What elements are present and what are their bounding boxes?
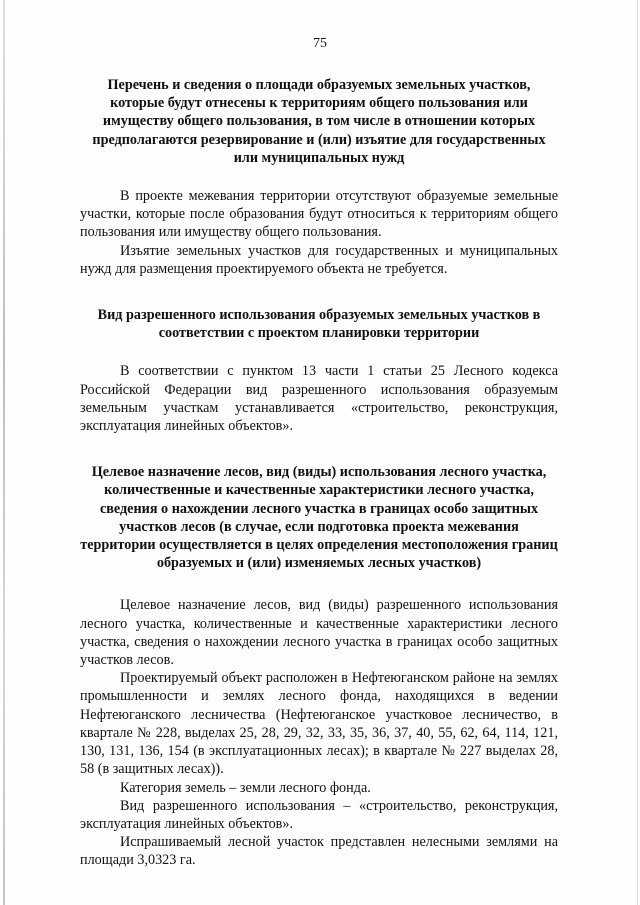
section-heading-forest-purpose: Целевое назначение лесов, вид (виды) использования лесного участка, количественные и качественные характеристики лесного участка, сведения о нахождении лесного участка в границах особо защитных участков лесов (в случае, если подготовка проекта межевания территории осуществляется в целях определения местоположения границ образуемых и (или) изменяемых лесных участков) [80, 464, 558, 572]
paragraph: Целевое назначение лесов, вид (виды) разрешенного использования лесного участка, количественные и качественные характеристики лесного участка, сведения о нахождении лесного участка в границах особо защитных участков лесов. [80, 597, 558, 669]
scan-edge-right [637, 0, 638, 905]
scan-edge-left [3, 0, 5, 905]
document-body [80, 70, 558, 870]
section-heading-land-plots-public-use: Перечень и сведения о площади образуемых земельных участков, которые будут отнесены к территориям общего пользования или имуществу общего пользования, в том числе в отношении которых предполагаются резервирование и (или) изъятие для государственных или муниципальных нужд [92, 77, 546, 166]
paragraph: Проектируемый объект расположен в Нефтеюганском районе на землях промышленности и землях лесного фонда, находящихся в ведении Нефтеюганского лесничества (Нефтеюганское участковое лесничество, в квартале № 228, выделах 25, 28, 29, 32, 33, 35, 36, 37, 40, 55, 62, 64, 114, 121, 130, 131, 136, 154 (в эксплуатационных лесах); в квартале № 227 выделах 28, 58 (в защитных лесах)). [80, 670, 558, 778]
paragraph: Изъятие земельных участков для государственных и муниципальных нужд для размещения проектируемого объекта не требуется. [80, 242, 558, 277]
section-heading-permitted-use: Вид разрешенного использования образуемых земельных участков в соответствии с проектом планировки территории [97, 307, 541, 342]
paragraph: В соответствии с пунктом 13 части 1 статьи 25 Лесного кодекса Российской Федерации вид разрешенного использования образуемым земельным участкам устанавливается «строительство, реконструкция, эксплуатация линейных объектов». [80, 363, 558, 435]
paragraph: Испрашиваемый лесной участок представлен нелесными землями на площади 3,0323 га. [80, 834, 558, 869]
paragraph: Вид разрешенного использования – «строительство, реконструкция, эксплуатация линейных объектов». [80, 797, 558, 832]
paragraph: Категория земель – земли лесного фонда. [120, 779, 371, 796]
paragraph: В проекте межевания территории отсутствуют образуемые земельные участки, которые после образования будут относиться к территориям общего пользования или имуществу общего пользования. [80, 188, 558, 241]
page-number: 75 [313, 36, 327, 51]
